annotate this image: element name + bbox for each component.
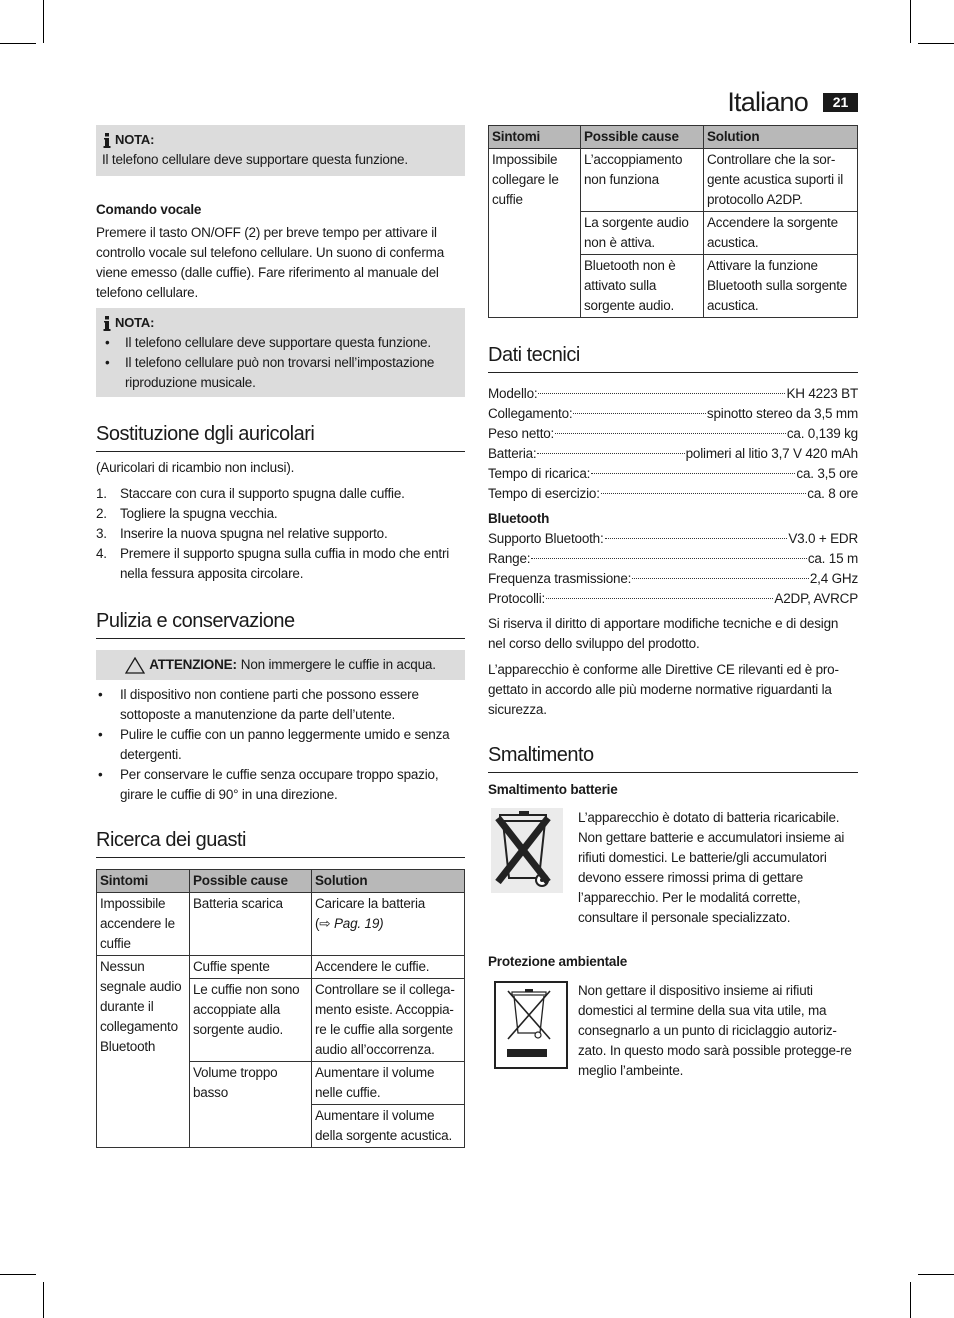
page-number: 21: [823, 93, 858, 112]
spec-list: [488, 384, 858, 504]
table-cell: Impossibile collegare le cuffie: [489, 149, 581, 318]
section-subtitle: Protezione ambientale: [488, 954, 628, 969]
table-header: Solution: [312, 870, 465, 893]
crop-mark: [910, 1282, 911, 1318]
table-header: Solution: [704, 126, 858, 149]
warning-triangle-icon: [125, 657, 145, 674]
table-cell: Aumentare il volume della sorgente acustica.: [312, 1105, 465, 1148]
list-item: • Il telefono cellulare può non trovarsi nell’impostazione riproduzione musicale.: [102, 353, 459, 393]
spec-row: Batteria: polimeri al litio 3,7 V 420 mAh: [488, 446, 858, 461]
paragraph: Si riserva il diritto di apportare modifiche tecniche e di design nel corso dello sviluppo del prodotto.: [488, 616, 839, 651]
paragraph: L’apparecchio è dotato di batteria ricaricabile. Non gettare batterie e accumulatori insieme ai rifiuti domestici. Le batterie/gli accumulatori devono essere rimossi prima di gettare l’apparecchio. Per le modalitá corrette, consultare il personale specializzato.: [578, 810, 845, 925]
list-item: 3. Inserire la nuova spugna nel relative supporto.: [96, 526, 388, 541]
note-title: NOTA:: [115, 315, 155, 330]
crop-mark: [910, 0, 911, 43]
spec-row: Tempo di ricarica: ca. 3,5 ore: [488, 466, 858, 481]
table-cell: Impossibile accendere le cuffie: [97, 893, 190, 956]
list-item: 4. Premere il supporto spugna sulla cuffia in modo che entri nella fessura apposita circolare.: [96, 546, 450, 581]
spec-row: Peso netto: ca. 0,139 kg: [488, 426, 858, 441]
paragraph: Non gettare il dispositivo insieme ai rifiuti domestici al termine della sua vita utile, ma consegnarlo a un punto di riciclaggio autoriz-zato. In questo modo sarà possible protegge-re meglio l’ambeinte.: [578, 983, 852, 1078]
table-row: [97, 893, 465, 956]
crop-mark: [0, 43, 36, 44]
page-reference: Pag. 19): [333, 916, 384, 931]
table-cell: Volume troppo basso: [190, 1062, 312, 1148]
table-header-row: [97, 870, 465, 893]
table-cell: Cuffie spente: [190, 956, 312, 979]
arrow-right-icon: ⇨: [319, 916, 331, 931]
page-header: [600, 85, 858, 119]
note-title: NOTA:: [115, 132, 155, 147]
warning-label: ATTENZIONE:: [149, 657, 237, 672]
table-row: [489, 149, 858, 212]
table-cell: Accendere le cuffie.: [312, 956, 465, 979]
section-heading: Smaltimento: [488, 742, 858, 773]
section-heading: Pulizia e conservazione: [96, 608, 465, 639]
info-icon: [102, 133, 112, 148]
spec-row: Modello: KH 4223 BT: [488, 386, 858, 401]
weee-bin-icon: [488, 981, 568, 1069]
crop-mark: [43, 0, 44, 43]
note-list: [102, 333, 459, 393]
section-heading: Sostituzione dgli auricolari: [96, 421, 465, 452]
crop-mark: [0, 1274, 36, 1275]
table-cell: Controllare che la sor-gente acustica suporti il protocollo A2DP.: [704, 149, 858, 212]
crop-mark: [43, 1282, 44, 1318]
section-subtitle: Bluetooth: [488, 511, 550, 526]
page-title: Italiano: [727, 87, 808, 117]
spec-list: [488, 529, 858, 609]
spec-row: Frequenza trasmissione: 2,4 GHz: [488, 571, 858, 586]
list-item: 2. Togliere la spugna vecchia.: [96, 506, 278, 521]
left-column: [96, 125, 465, 1148]
crossed-battery-bin-icon: [488, 808, 568, 893]
bullet-list: [96, 685, 465, 805]
warning-text: Non immergere le cuffie in acqua.: [240, 657, 436, 672]
list-item: • Per conservare le cuffie senza occupare troppo spazio, girare le cuffie di 90° in una direzione.: [96, 765, 465, 805]
list-item: • Il telefono cellulare deve supportare questa funzione.: [102, 333, 459, 353]
right-column: [488, 125, 858, 1081]
list-item: • Pulire le cuffie con un panno leggermente umido e senza detergenti.: [96, 725, 465, 765]
spec-row: Protocolli: A2DP, AVRCP: [488, 591, 858, 606]
table-header-row: [489, 126, 858, 149]
table-header: Possible cause: [581, 126, 704, 149]
table-cell: Caricare la batteria (⇨ Pag. 19): [312, 893, 465, 956]
table-cell: L’accoppiamento non funziona: [581, 149, 704, 212]
section-heading: Ricerca dei guasti: [96, 827, 465, 858]
steps-list: [96, 484, 465, 584]
spec-row: Range: ca. 15 m: [488, 551, 858, 566]
table-row: [97, 956, 465, 979]
troubleshooting-table: [488, 125, 858, 318]
table-header: Sintomi: [97, 870, 190, 893]
warning-box: [96, 650, 465, 680]
table-header: Possible cause: [190, 870, 312, 893]
crop-mark: [918, 1274, 954, 1275]
table-cell: Accendere la sorgente acustica.: [704, 212, 858, 255]
spec-row: Tempo di esercizio: ca. 8 ore: [488, 486, 858, 501]
table-cell: Bluetooth non è attivato sulla sorgente audio.: [581, 255, 704, 318]
spec-row: Collegamento: spinotto stereo da 3,5 mm: [488, 406, 858, 421]
section-heading: Dati tecnici: [488, 342, 858, 373]
table-header: Sintomi: [489, 126, 581, 149]
note-text: Il telefono cellulare deve supportare questa funzione.: [102, 152, 408, 167]
section-subtitle: Comando vocale: [96, 202, 202, 217]
crop-mark: [918, 43, 954, 44]
table-cell: Le cuffie non sono accoppiate alla sorgente audio.: [190, 979, 312, 1062]
note-box: [96, 308, 465, 397]
table-cell: Controllare se il collega-mento esiste. Accoppia-re le cuffie alla sorgente audio all’occorrenza.: [312, 979, 465, 1062]
paragraph: L’apparecchio è conforme alle Direttive CE rilevanti ed è pro-gettato in accordo alle più moderne normative riguardanti la sicurezza.: [488, 662, 839, 717]
info-icon: [102, 316, 112, 331]
paragraph: Premere il tasto ON/OFF (2) per breve tempo per attivare il controllo vocale sul telefono cellulare. Un suono di conferma viene emesso (dalle cuffie). Fare riferimento al manuale del telefono cellulare.: [96, 225, 445, 300]
paragraph: (Auricolari di ricambio non inclusi).: [96, 460, 295, 475]
table-cell: Nessun segnale audio durante il collegamento Bluetooth: [97, 956, 190, 1148]
table-cell: Batteria scarica: [190, 893, 312, 956]
table-cell: Aumentare il volume nelle cuffie.: [312, 1062, 465, 1105]
section-subtitle: Smaltimento batterie: [488, 782, 618, 797]
note-box: [96, 125, 465, 176]
list-item: • Il dispositivo non contiene parti che possono essere sottoposte a manutenzione da parte dell’utente.: [96, 685, 465, 725]
troubleshooting-table: [96, 869, 465, 1148]
table-cell: La sorgente audio non è attiva.: [581, 212, 704, 255]
table-cell: Attivare la funzione Bluetooth sulla sorgente acustica.: [704, 255, 858, 318]
spec-row: Supporto Bluetooth: V3.0 + EDR: [488, 531, 858, 546]
list-item: 1. Staccare con cura il supporto spugna dalle cuffie.: [96, 486, 405, 501]
